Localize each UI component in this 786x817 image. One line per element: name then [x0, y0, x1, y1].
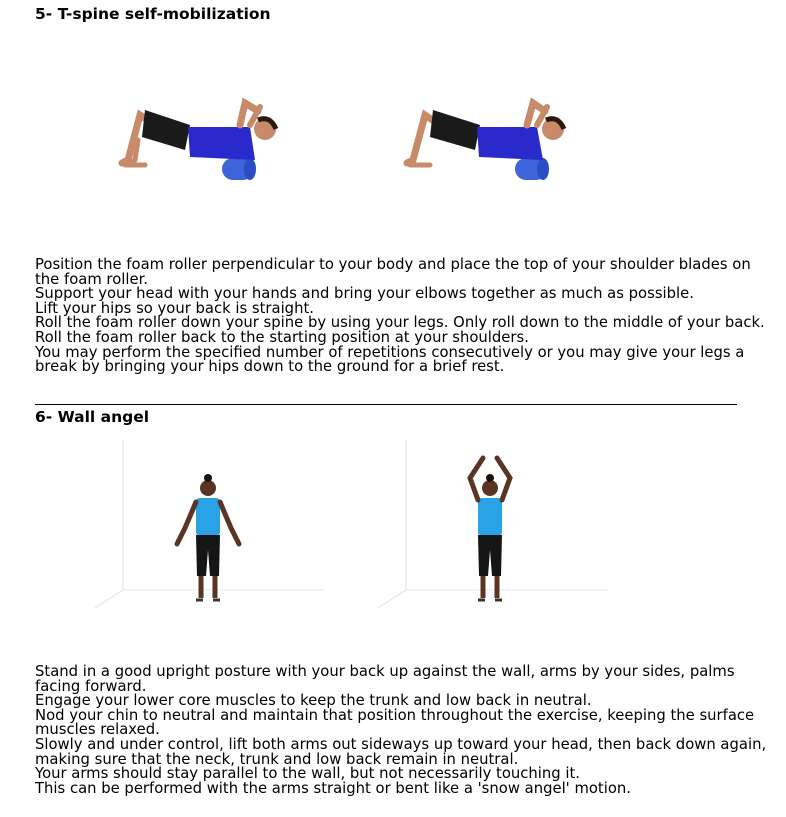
section-5-heading: 5- T-spine self-mobilization: [35, 5, 271, 23]
section-5-instructions: [35, 258, 770, 375]
instruction-line: Engage your lower core muscles to keep the trunk and low back in neutral.: [35, 692, 592, 710]
instruction-line: Slowly and under control, lift both arms out sideways up toward your head, then back down again, making sure that the neck, trunk and low back remain in neutral.: [35, 735, 767, 768]
instruction-line: Nod your chin to neutral and maintain that position throughout the exercise, keeping the surface muscles relaxed.: [35, 706, 755, 739]
instruction-line: Roll the foam roller down your spine by using your legs. Only roll down to the middle of your back.: [35, 314, 765, 332]
wall-angel-arms-overhead-image: [378, 440, 608, 615]
section-6-instructions: [35, 665, 770, 796]
instruction-line: Roll the foam roller back to the starting position at your shoulders.: [35, 328, 529, 346]
t-spine-rolling-image: [385, 45, 595, 215]
instruction-line: Your arms should stay parallel to the wall, but not necessarily touching it.: [35, 765, 580, 783]
wall-angel-start-image: [95, 440, 325, 615]
instruction-line: This can be performed with the arms straight or bent like a 'snow angel' motion.: [35, 779, 631, 797]
instruction-line: Stand in a good upright posture with your back up against the wall, arms by your sides, palms facing forward.: [35, 663, 735, 695]
t-spine-start-image: [100, 45, 310, 215]
instruction-line: Lift your hips so your back is straight.: [35, 299, 314, 317]
instruction-line: You may perform the specified number of repetitions consecutively or you may give your legs a break by bringing your hips down to the ground for a brief rest.: [35, 343, 745, 376]
section-6-heading: 6- Wall angel: [35, 408, 150, 426]
instruction-line: Support your head with your hands and bring your elbows together as much as possible.: [35, 285, 694, 303]
instruction-line: Position the foam roller perpendicular to your body and place the top of your shoulder blades on the foam roller.: [35, 256, 751, 288]
section-divider: [35, 404, 737, 405]
